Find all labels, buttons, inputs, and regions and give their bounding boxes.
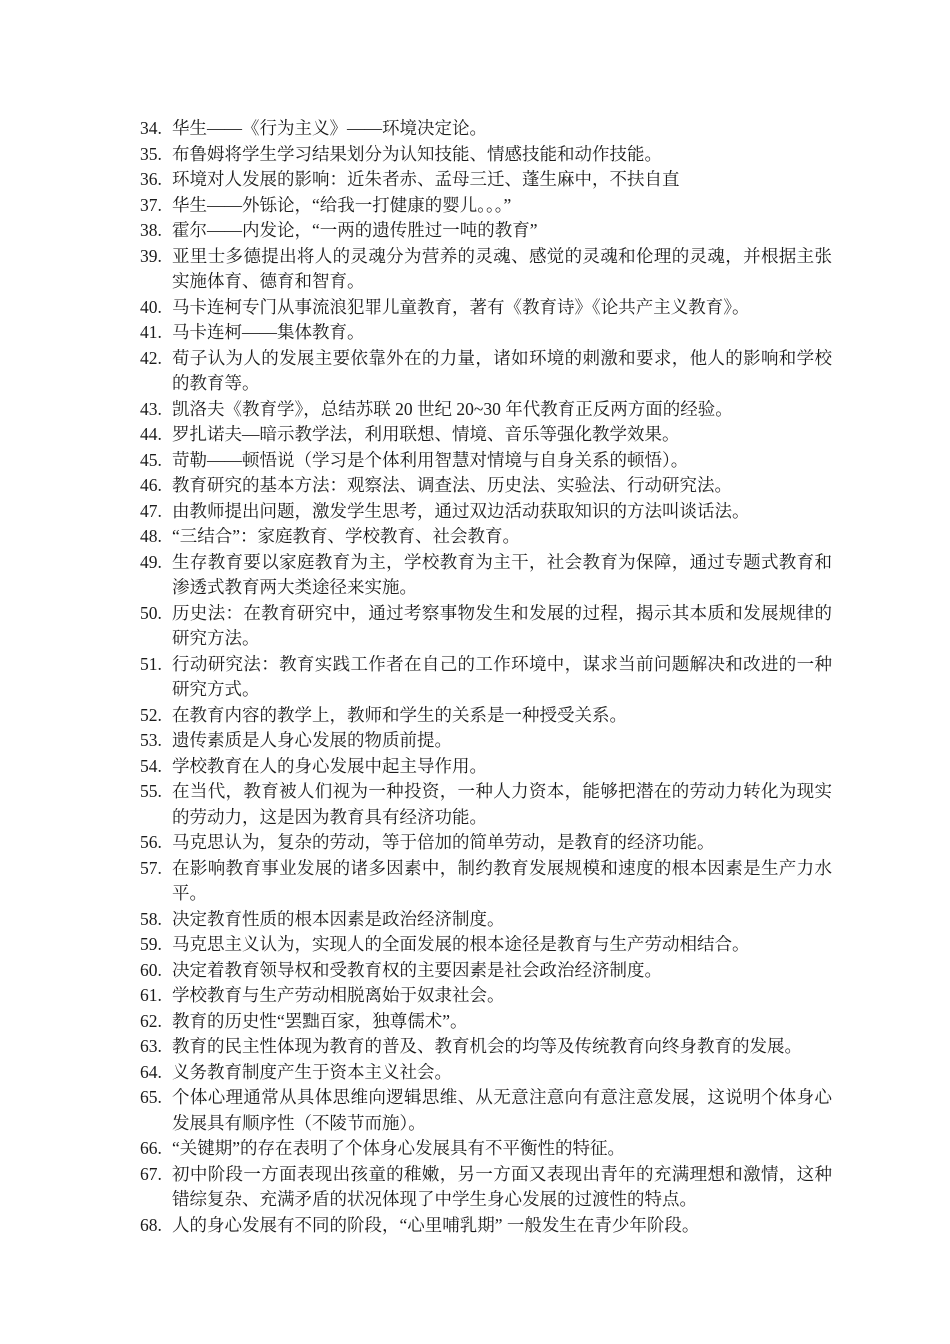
item-number: 59. (140, 934, 162, 954)
item-number: 48. (140, 526, 162, 546)
item-text: 荀子认为人的发展主要依靠外在的力量，诸如环境的刺激和要求，他人的影响和学校的教育等。 (172, 347, 832, 393)
item-text: 马克思主义认为，实现人的全面发展的根本途径是教育与生产劳动相结合。 (172, 934, 750, 954)
item-number: 39. (140, 245, 162, 266)
numbered-list (140, 116, 832, 1238)
list-item (140, 320, 832, 346)
item-number: 42. (140, 347, 162, 368)
item-text: 人的身心发展有不同的阶段，“心里哺乳期” 一般发生在青少年阶段。 (172, 1214, 700, 1235)
list-item (140, 1162, 832, 1213)
list-item (140, 728, 832, 754)
list-item (140, 473, 832, 499)
list-item (140, 422, 832, 448)
item-text: 学校教育在人的身心发展中起主导作用。 (172, 755, 487, 776)
item-number: 55. (140, 781, 162, 801)
item-text: 决定教育性质的根本因素是政治经济制度。 (172, 908, 505, 929)
list-item (140, 448, 832, 474)
item-number: 64. (140, 1061, 162, 1082)
item-text: 罗扎诺夫—暗示教学法，利用联想、情境、音乐等强化教学效果。 (172, 424, 680, 444)
item-number: 66. (140, 1138, 162, 1158)
item-number: 40. (140, 296, 162, 317)
list-item (140, 193, 832, 219)
list-item (140, 295, 832, 321)
item-text: 历史法：在教育研究中，通过考察事物发生和发展的过程，揭示其本质和发展规律的研究方法。 (172, 602, 832, 648)
item-text: 苛勒——顿悟说（学习是个体利用智慧对情境与自身关系的顿悟）。 (172, 449, 689, 470)
item-number: 47. (140, 500, 162, 521)
list-item (140, 958, 832, 984)
item-text: “关键期”的存在表明了个体身心发展具有不平衡性的特征。 (172, 1138, 626, 1158)
item-number: 50. (140, 602, 162, 623)
item-text: “三结合”：家庭教育、学校教育、社会教育。 (172, 526, 521, 546)
list-item (140, 779, 832, 830)
item-text: 马卡连柯——集体教育。 (172, 322, 365, 342)
item-text: 初中阶段一方面表现出孩童的稚嫩，另一方面又表现出青年的充满理想和激情，这种错综复杂、充满矛盾的状况体现了中学生身心发展的过渡性的特点。 (172, 1163, 832, 1209)
item-number: 54. (140, 755, 162, 776)
list-item (140, 499, 832, 525)
item-number: 68. (140, 1214, 162, 1235)
item-text: 教育的民主性体现为教育的普及、教育机会的均等及传统教育向终身教育的发展。 (172, 1036, 802, 1056)
list-item (140, 346, 832, 397)
item-text: 亚里士多德提出将人的灵魂分为营养的灵魂、感觉的灵魂和伦理的灵魂，并根据主张实施体育、德育和智育。 (172, 245, 832, 291)
item-number: 58. (140, 908, 162, 929)
item-text: 义务教育制度产生于资本主义社会。 (172, 1061, 452, 1082)
item-text: 遗传素质是人身心发展的物质前提。 (172, 730, 452, 750)
item-number: 38. (140, 220, 162, 240)
item-text: 由教师提出问题，激发学生思考，通过双边活动获取知识的方法叫谈话法。 (172, 500, 750, 521)
item-number: 43. (140, 398, 162, 419)
item-number: 65. (140, 1087, 162, 1107)
item-text: 学校教育与生产劳动相脱离始于奴隶社会。 (172, 985, 505, 1005)
list-item (140, 830, 832, 856)
item-text: 个体心理通常从具体思维向逻辑思维、从无意注意向有意注意发展，这说明个体身心发展具有顺序性（不陵节而施）。 (172, 1087, 832, 1133)
item-number: 36. (140, 169, 162, 189)
item-number: 61. (140, 985, 162, 1005)
item-text: 在影响教育事业发展的诸多因素中，制约教育发展规模和速度的根本因素是生产力水平。 (172, 857, 832, 903)
list-item (140, 1034, 832, 1060)
item-text: 华生——《行为主义》——环境决定论。 (172, 118, 487, 138)
item-text: 决定着教育领导权和受教育权的主要因素是社会政治经济制度。 (172, 959, 662, 980)
list-item (140, 167, 832, 193)
item-number: 37. (140, 194, 162, 215)
list-item (140, 1060, 832, 1086)
item-number: 46. (140, 475, 162, 495)
item-number: 67. (140, 1163, 162, 1184)
item-number: 44. (140, 424, 162, 444)
list-item (140, 703, 832, 729)
item-number: 52. (140, 704, 162, 725)
item-number: 63. (140, 1036, 162, 1056)
list-item (140, 932, 832, 958)
item-text: 行动研究法：教育实践工作者在自己的工作环境中，谋求当前问题解决和改进的一种研究方式。 (172, 653, 832, 699)
item-number: 45. (140, 449, 162, 470)
item-number: 49. (140, 551, 162, 572)
list-item (140, 142, 832, 168)
list-item (140, 652, 832, 703)
item-text: 华生——外铄论，“给我一打健康的婴儿。。。” (172, 194, 512, 215)
item-text: 教育研究的基本方法：观察法、调查法、历史法、实验法、行动研究法。 (172, 475, 732, 495)
item-text: 凯洛夫《教育学》，总结苏联 20 世纪 20~30 年代教育正反两方面的经验。 (172, 398, 733, 419)
item-number: 53. (140, 730, 162, 750)
item-number: 35. (140, 143, 162, 164)
item-number: 62. (140, 1010, 162, 1031)
list-item (140, 550, 832, 601)
list-item (140, 856, 832, 907)
list-item (140, 601, 832, 652)
item-text: 环境对人发展的影响：近朱者赤、孟母三迁、蓬生麻中，不扶自直 (172, 169, 680, 189)
item-number: 51. (140, 653, 162, 674)
list-item (140, 1085, 832, 1136)
item-number: 56. (140, 832, 162, 852)
item-text: 生存教育要以家庭教育为主，学校教育为主干，社会教育为保障，通过专题式教育和渗透式教育两大类途径来实施。 (172, 551, 832, 597)
item-number: 34. (140, 118, 162, 138)
item-text: 在当代，教育被人们视为一种投资，一种人力资本，能够把潜在的劳动力转化为现实的劳动力，这是因为教育具有经济功能。 (172, 781, 832, 827)
list-item (140, 754, 832, 780)
item-number: 41. (140, 322, 162, 342)
list-item (140, 116, 832, 142)
item-text: 布鲁姆将学生学习结果划分为认知技能、情感技能和动作技能。 (172, 143, 662, 164)
item-text: 教育的历史性“罢黜百家，独尊儒术”。 (172, 1010, 468, 1031)
item-text: 马克思认为，复杂的劳动，等于倍加的简单劳动，是教育的经济功能。 (172, 832, 715, 852)
list-item (140, 524, 832, 550)
list-item (140, 1136, 832, 1162)
item-text: 在教育内容的教学上，教师和学生的关系是一种授受关系。 (172, 704, 627, 725)
list-item (140, 397, 832, 423)
item-text: 马卡连柯专门从事流浪犯罪儿童教育，著有《教育诗》《论共产主义教育》。 (172, 296, 750, 317)
list-item (140, 907, 832, 933)
list-item (140, 244, 832, 295)
item-number: 57. (140, 857, 162, 878)
item-number: 60. (140, 959, 162, 980)
list-item (140, 1009, 832, 1035)
list-item (140, 983, 832, 1009)
list-item (140, 1213, 832, 1239)
list-item (140, 218, 832, 244)
item-text: 霍尔——内发论，“一两的遗传胜过一吨的教育” (172, 220, 538, 240)
